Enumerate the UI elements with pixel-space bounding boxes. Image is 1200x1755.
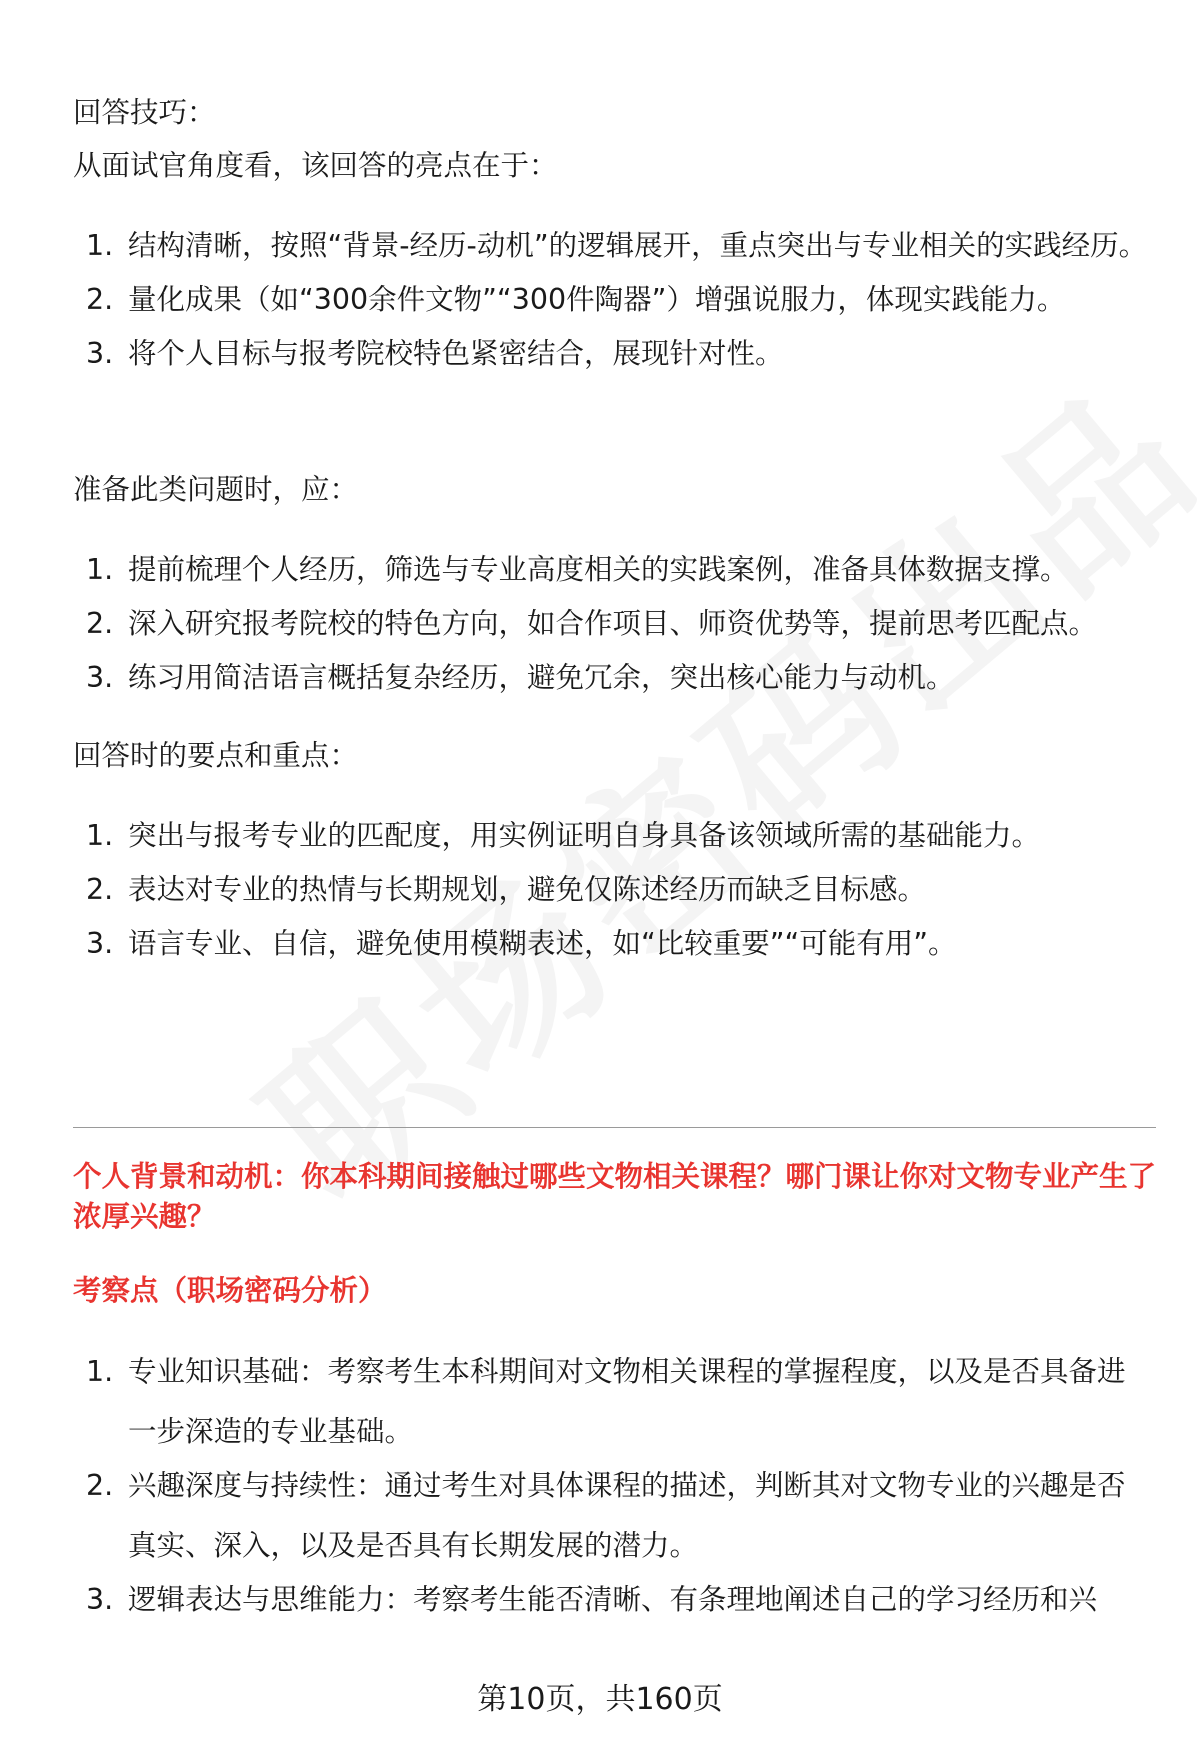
list-item: 3. 练习用简洁语言概括复杂经历，避免冗余，突出核心能力与动机。 [86,661,955,694]
section-heading-answer-tips: 回答技巧： [73,96,216,129]
list-item: 3. 将个人目标与报考院校特色紧密结合，展现针对性。 [86,337,784,370]
assessment-points-list [73,1342,1153,1630]
key-points-list [73,806,1153,974]
question-title: 个人背景和动机：你本科期间接触过哪些文物相关课程？哪门课让你对文物专业产生了浓厚兴趣？ [73,1160,1157,1233]
list-item: 3. 逻辑表达与思维能力：考察考生能否清晰、有条理地阐述自己的学习经历和兴 [86,1583,1098,1616]
list-item: 2. 量化成果（如“300余件文物”“300件陶器”）增强说服力，体现实践能力。 [86,283,1066,316]
section-intro: 从面试官角度看，该回答的亮点在于： [73,149,558,182]
list-item: 3. 语言专业、自信，避免使用模糊表述，如“比较重要”“可能有用”。 [86,927,957,960]
section-heading-key-points: 回答时的要点和重点： [73,739,359,772]
preparation-list [73,540,1153,708]
page-number: 第10页，共160页 [477,1682,723,1717]
list-item: 1. 突出与报考专业的匹配度，用实例证明自身具备该领域所需的基础能力。 [86,819,1041,852]
list-item: 2. 深入研究报考院校的特色方向，如合作项目、师资优势等，提前思考匹配点。 [86,607,1098,640]
list-item: 1. 专业知识基础：考察考生本科期间对文物相关课程的掌握程度，以及是否具备进一步深造的专业基础。 [86,1355,1126,1448]
list-item: 2. 表达对专业的热情与长期规划，避免仅陈述经历而缺乏目标感。 [86,873,927,906]
list-item: 2. 兴趣深度与持续性：通过考生对具体课程的描述，判断其对文物专业的兴趣是否真实、深入，以及是否具有长期发展的潜力。 [86,1469,1126,1562]
list-item: 1. 结构清晰，按照“背景-经历-动机”的逻辑展开，重点突出与专业相关的实践经历。 [86,229,1148,262]
list-item: 1. 提前梳理个人经历，筛选与专业高度相关的实践案例，准备具体数据支撑。 [86,553,1069,586]
section-divider [73,1127,1156,1128]
highlights-list [73,216,1153,384]
section-heading-preparation: 准备此类问题时，应： [73,473,359,506]
question-subheading: 考察点（职场密码分析） [73,1274,387,1307]
